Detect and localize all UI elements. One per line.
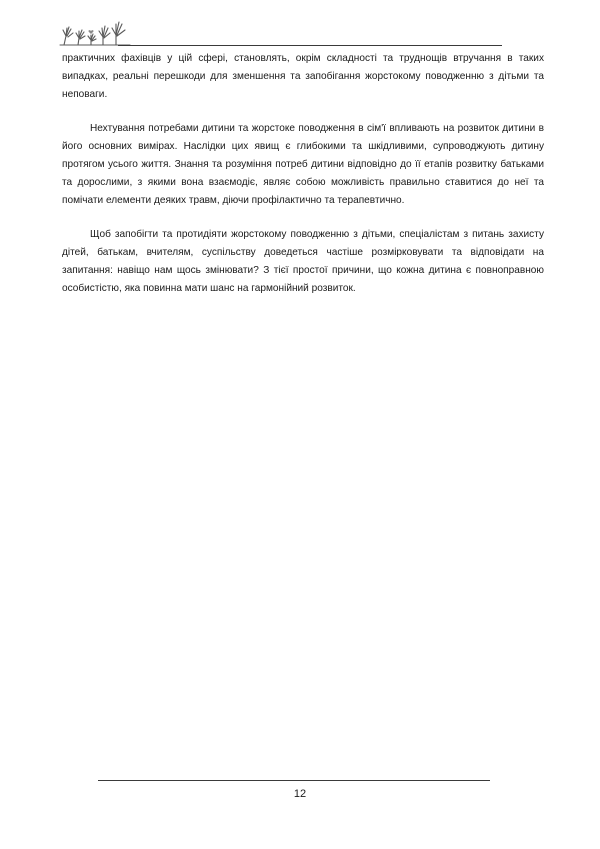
paragraph: Нехтування потребами дитини та жорстоке поводження в сім'ї впливають на розвиток дитини в його основних вимірах. Наслідки цих явищ є глибокими та шкідливими, супроводжують дитину протягом усього життя. Знання та розуміння потреб дитини відповідно до її етапів розвитку батьками та дорослими, з якими вона взаємодіє, являє собою можливість правильно ставитися до неї та помічати елементи деяких травм, діючи профілактично та терапевтично. [62, 122, 544, 207]
page-body [62, 50, 544, 313]
paragraph: Щоб запобігти та протидіяти жорстокому поводженню з дітьми, спеціалістам з питань захисту дітей, батькам, вчителям, суспільству доведеться частіше розмірковувати та відповідати на запитання: навіщо нам щось змінювати? З тієї простої причини, що кожна дитина є повноправною особистістю, яка повинна мати шанс на гармонійний розвиток. [62, 228, 544, 295]
page-number: 12 [293, 788, 307, 800]
header-rule [118, 45, 502, 46]
hands-logo-icon [58, 12, 132, 46]
footer-rule [98, 780, 490, 781]
paragraph: практичних фахівців у цій сфері, становлять, окрім складності та труднощів втручання в таких випадках, реальні перешкоди для зменшення та запобігання жорстокому поводженню з дітьми та неповаги. [62, 53, 544, 101]
